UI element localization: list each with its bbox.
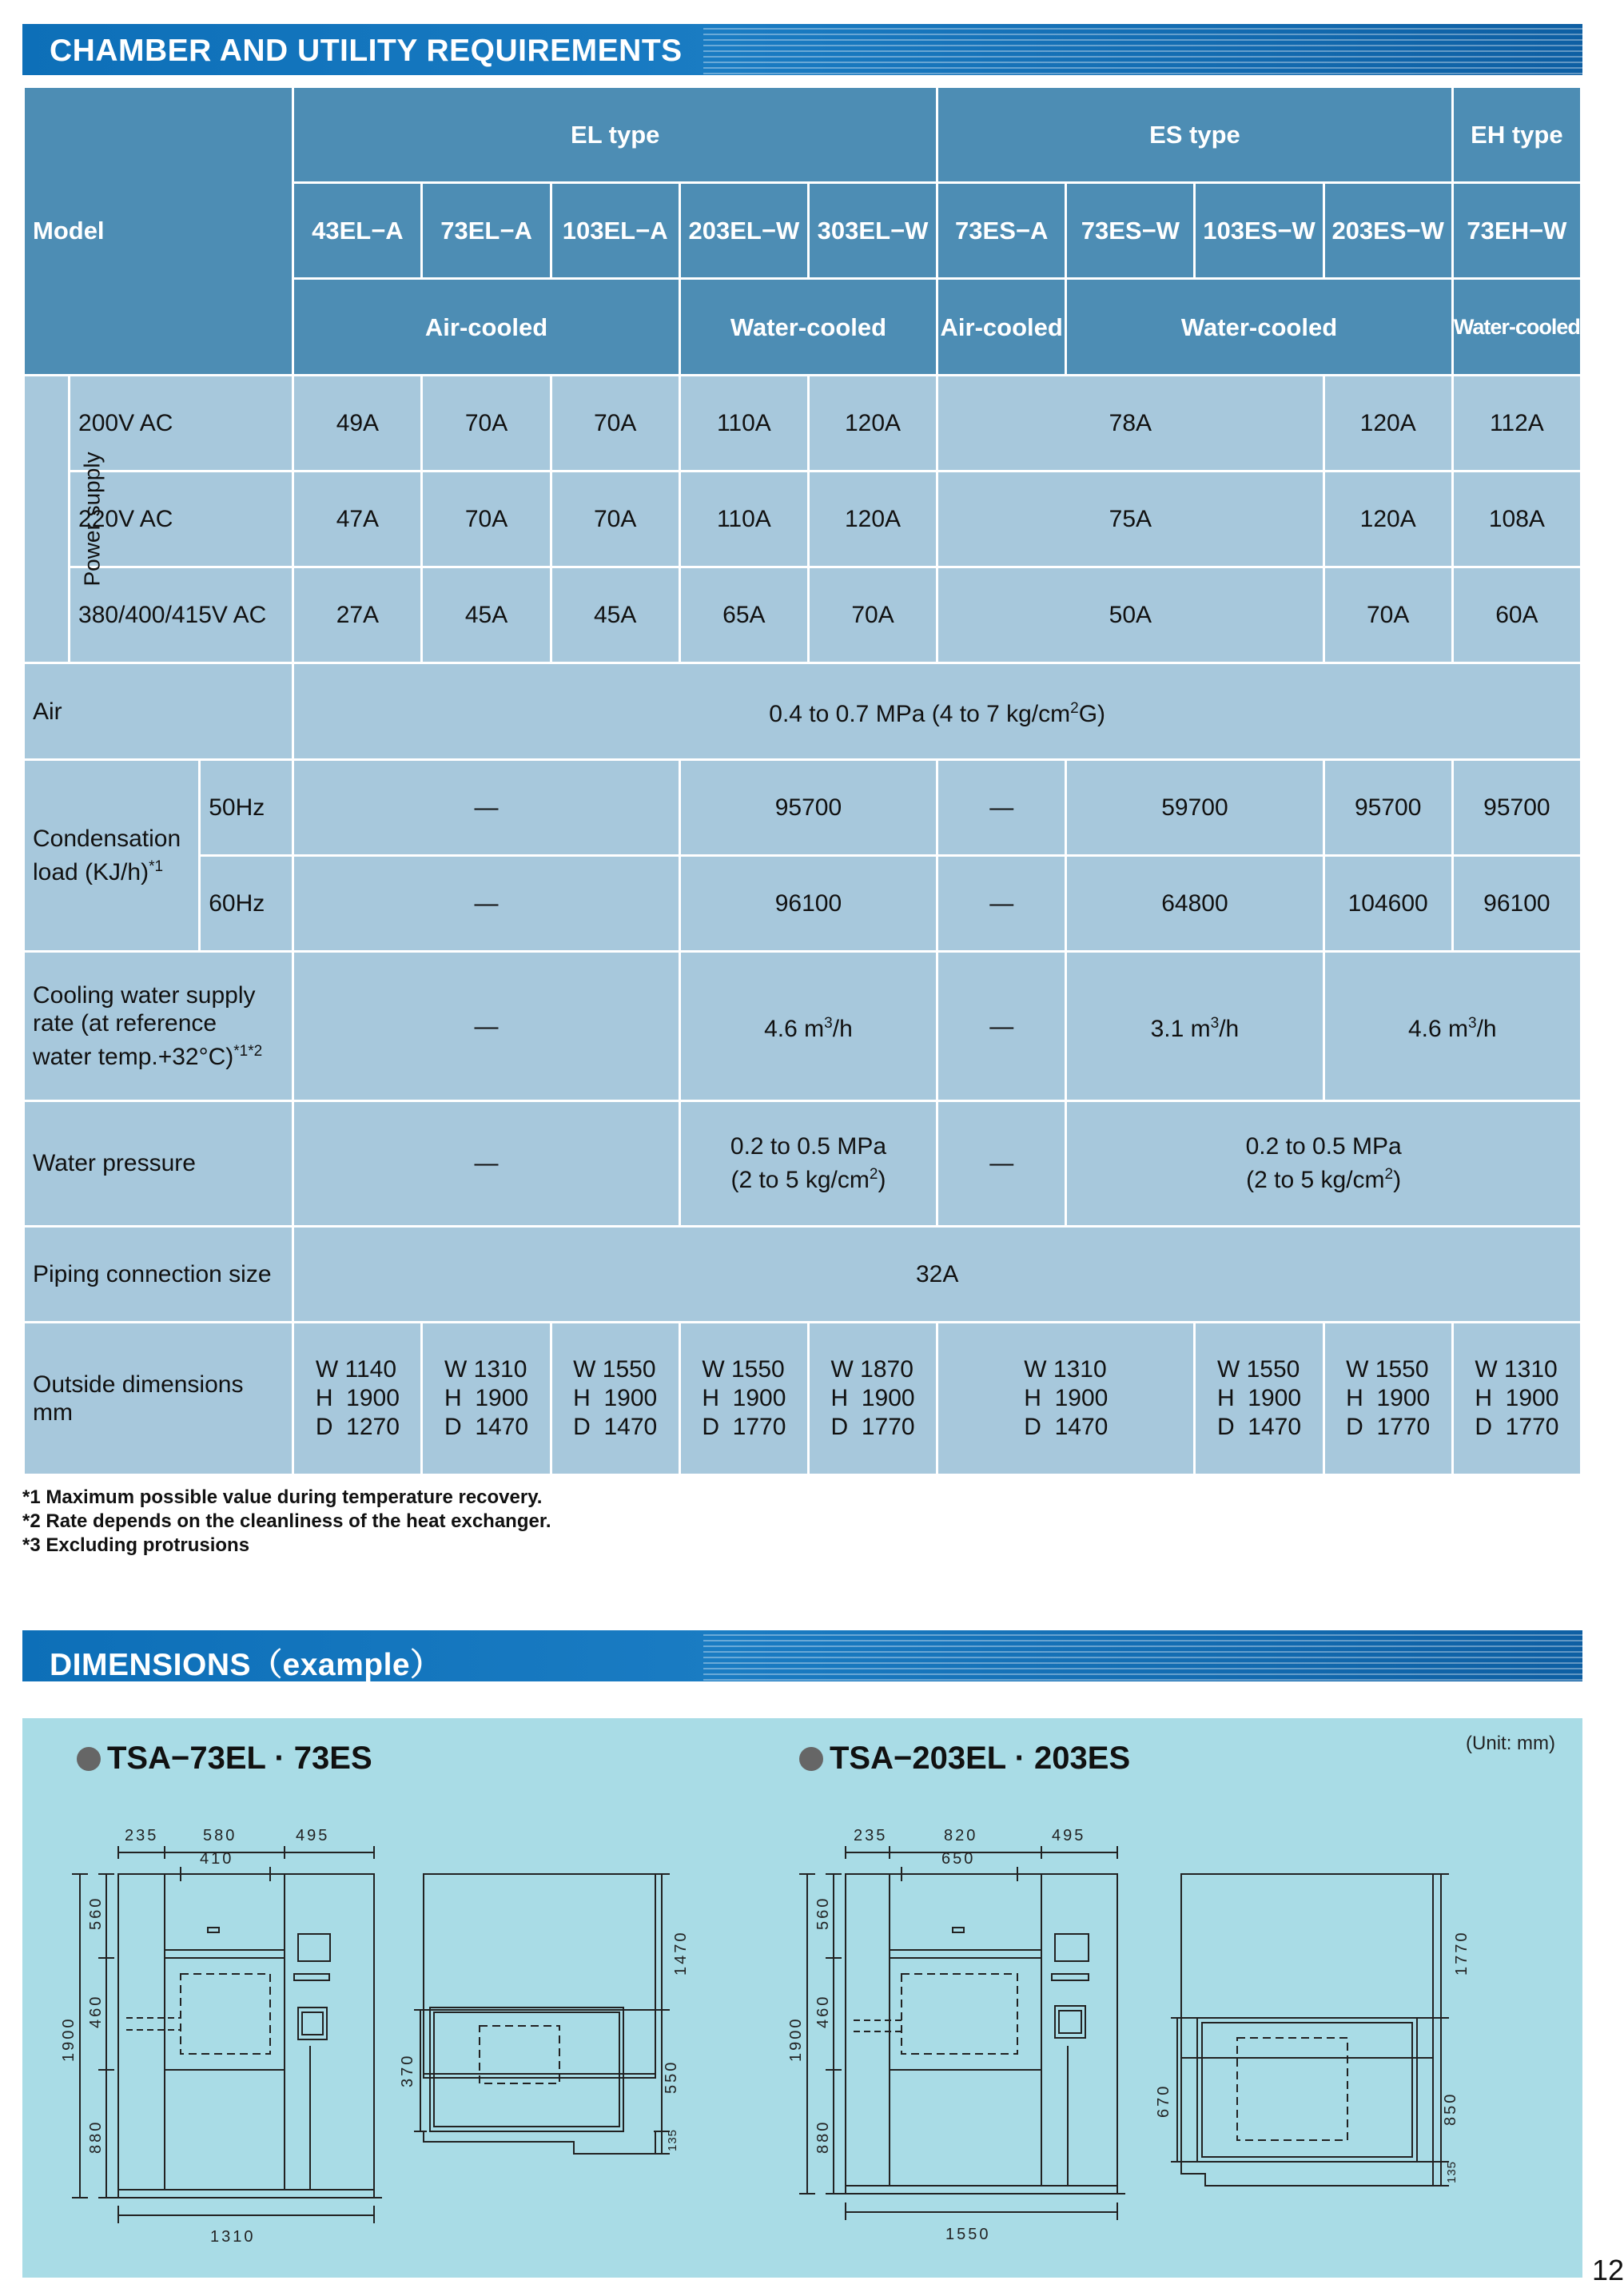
- el-type-header: EL type: [294, 88, 936, 181]
- table-cell: 75A: [938, 472, 1322, 566]
- table-cell: 112A: [1454, 376, 1580, 470]
- model-cell: 103ES−W: [1196, 184, 1322, 277]
- dim-label: 135: [1445, 2160, 1459, 2183]
- side-view-outline: [1181, 1874, 1433, 2058]
- table-cell: 96100: [1454, 857, 1580, 950]
- dim-label: 1770: [1453, 1930, 1471, 1976]
- table-cell: 70A: [423, 472, 549, 566]
- table-cell: W 1550 H 1900 D 1770: [681, 1323, 807, 1474]
- model-cell: 73EH−W: [1454, 184, 1580, 277]
- model-cell: 43EL−A: [294, 184, 420, 277]
- model-cell: 303EL−W: [810, 184, 936, 277]
- table-cell: 0.2 to 0.5 MPa (2 to 5 $kg/cm^2$): [1067, 1102, 1580, 1225]
- table-cell: W 1550 H 1900 D 1470: [1196, 1323, 1322, 1474]
- dim-label: 560: [814, 1896, 832, 1930]
- header-stripes: [703, 24, 1582, 75]
- power-row-label: 380/400/415V AC: [70, 568, 292, 662]
- table-cell: 120A: [1325, 472, 1451, 566]
- table-cell: W 1550 H 1900 D 1770: [1325, 1323, 1451, 1474]
- table-cell: —: [938, 953, 1065, 1100]
- cooling-type-cell: Water-cooled: [1454, 280, 1580, 373]
- dim-label: 235: [125, 1827, 159, 1844]
- table-cell: 27A: [294, 568, 420, 662]
- model-cell: 203EL−W: [681, 184, 807, 277]
- table-cell: 95700: [1454, 761, 1580, 854]
- model-cell: 203ES−W: [1325, 184, 1451, 277]
- dim-label: 560: [87, 1896, 105, 1930]
- dim-label: 650: [941, 1850, 976, 1868]
- hz-label: 60Hz: [201, 857, 292, 950]
- outside-dimensions-label: Outside dimensions mm: [25, 1323, 292, 1474]
- cooling-type-cell: Water-cooled: [1067, 280, 1451, 373]
- model-cell: 73ES−W: [1067, 184, 1193, 277]
- water-pressure-label: Water pressure: [25, 1102, 292, 1225]
- section-title: CHAMBER AND UTILITY REQUIREMENTS: [50, 34, 683, 68]
- air-label: Air: [25, 664, 292, 758]
- unit-note: (Unit: mm): [1466, 1733, 1555, 1754]
- dim-label: 370: [399, 2053, 416, 2087]
- table-cell: W 1310 H 1900 D 1770: [1454, 1323, 1580, 1474]
- model-cell: 103EL−A: [552, 184, 679, 277]
- table-cell: 110A: [681, 472, 807, 566]
- cooling-type-cell: Air-cooled: [294, 280, 678, 373]
- table-cell: 4.6 $m^3/h$: [681, 953, 936, 1100]
- table-cell: 0.2 to 0.5 MPa (2 to 5 $kg/cm^2$): [681, 1102, 936, 1225]
- table-cell: W 1550 H 1900 D 1470: [552, 1323, 679, 1474]
- cooling-type-cell: Air-cooled: [938, 280, 1065, 373]
- dim-label: 880: [814, 2119, 832, 2154]
- table-cell: —: [938, 857, 1065, 950]
- dim-label: 1550: [945, 2226, 991, 2243]
- page-number: 12: [1591, 2254, 1624, 2286]
- table-cell: 95700: [1325, 761, 1451, 854]
- table-cell: 50A: [938, 568, 1322, 662]
- dim-label: 820: [944, 1827, 978, 1844]
- table-cell: 59700: [1067, 761, 1322, 854]
- air-value: 0.4 to 0.7 MPa (4 to 7 $kg/cm^2G$): [294, 664, 1580, 758]
- drawing-title: TSA−203EL · 203ES: [799, 1741, 1130, 1777]
- table-cell: 96100: [681, 857, 936, 950]
- table-cell: 60A: [1454, 568, 1580, 662]
- table-cell: 110A: [681, 376, 807, 470]
- table-cell: 65A: [681, 568, 807, 662]
- es-type-header: ES type: [938, 88, 1451, 181]
- drawing-title: TSA−73EL · 73ES: [77, 1741, 372, 1777]
- dim-label: 880: [87, 2119, 105, 2154]
- table-cell: W 1140 H 1900 D 1270: [294, 1323, 420, 1474]
- table-cell: —: [938, 1102, 1065, 1225]
- table-cell: 108A: [1454, 472, 1580, 566]
- dim-label: 460: [814, 1994, 832, 2028]
- table-cell: 70A: [423, 376, 549, 470]
- dim-label: 495: [1052, 1827, 1086, 1844]
- dim-label: 550: [663, 2059, 680, 2094]
- eh-type-header: EH type: [1454, 88, 1580, 181]
- dim-label: 495: [296, 1827, 330, 1844]
- table-cell: 4.6 $m^3/h$: [1325, 953, 1580, 1100]
- table-cell: W 1310 H 1900 D 1470: [423, 1323, 549, 1474]
- footnote: *3 Excluding protrusions: [22, 1534, 250, 1556]
- table-cell: —: [938, 761, 1065, 854]
- dim-label: 850: [1442, 2091, 1459, 2126]
- table-cell: 45A: [552, 568, 679, 662]
- table-cell: 47A: [294, 472, 420, 566]
- model-cell: 73EL−A: [423, 184, 549, 277]
- side-view-outline: [424, 1874, 655, 2074]
- table-cell: 78A: [938, 376, 1322, 470]
- table-cell: 70A: [552, 472, 679, 566]
- drawing-203el: [742, 1718, 1573, 2278]
- requirements-table: [22, 86, 1582, 1476]
- table-cell: —: [294, 1102, 678, 1225]
- dim-label: 1470: [672, 1930, 690, 1976]
- table-cell: —: [294, 761, 678, 854]
- dim-label: 1900: [60, 2016, 78, 2062]
- table-cell: 64800: [1067, 857, 1322, 950]
- section-header-dimensions: [22, 1630, 1582, 1681]
- table-cell: 95700: [681, 761, 936, 854]
- hz-label: 50Hz: [201, 761, 292, 854]
- table-cell: 120A: [1325, 376, 1451, 470]
- table-cell: 104600: [1325, 857, 1451, 950]
- table-cell: 70A: [1325, 568, 1451, 662]
- table-cell: —: [294, 857, 678, 950]
- dim-label: 1310: [210, 2228, 256, 2246]
- piping-value: 32A: [294, 1228, 1580, 1321]
- model-label: Model: [25, 88, 292, 374]
- table-cell: 49A: [294, 376, 420, 470]
- condensation-label: Condensation load $(KJ/h)^{*1}$: [25, 761, 198, 950]
- table-cell: W 1310 H 1900 D 1470: [938, 1323, 1193, 1474]
- dimensions-panel: [22, 1718, 1582, 2278]
- footnote: *2 Rate depends on the cleanliness of the heat exchanger.: [22, 1510, 551, 1532]
- header-stripes: [703, 1630, 1582, 1681]
- dim-label: 135: [666, 2128, 679, 2151]
- cooling-water-label: Cooling water supply rate (at reference water temp.+32°C)$^{*1*2}$: [25, 953, 292, 1100]
- piping-label: Piping connection size: [25, 1228, 292, 1321]
- table-cell: W 1870 H 1900 D 1770: [810, 1323, 936, 1474]
- section-title: DIMENSIONS（example）: [50, 1648, 442, 1682]
- table-cell: —: [294, 953, 678, 1100]
- dim-label: 235: [854, 1827, 888, 1844]
- front-view-outline: [118, 1874, 374, 2198]
- section-header-chamber: [22, 24, 1582, 75]
- dim-label: 410: [200, 1850, 234, 1868]
- table-cell: 70A: [810, 568, 936, 662]
- drawing-73el: [22, 1718, 790, 2278]
- power-supply-label-cell: [25, 376, 105, 663]
- power-row-label: 220V AC: [70, 472, 292, 566]
- power-supply-label: Power supply: [79, 452, 105, 587]
- model-cell: 73ES−A: [938, 184, 1065, 277]
- table-cell: 45A: [423, 568, 549, 662]
- table-cell: 120A: [810, 376, 936, 470]
- dim-label: 670: [1155, 2083, 1172, 2118]
- cooling-type-cell: Water-cooled: [681, 280, 936, 373]
- dim-label: 1900: [787, 2016, 805, 2062]
- power-row-label: 200V AC: [70, 376, 292, 470]
- dim-label: 580: [203, 1827, 237, 1844]
- dim-label: 460: [87, 1994, 105, 2028]
- table-cell: 70A: [552, 376, 679, 470]
- table-cell: 3.1 $m^3/h$: [1067, 953, 1322, 1100]
- table-cell: 120A: [810, 472, 936, 566]
- footnote: *1 Maximum possible value during temperature recovery.: [22, 1486, 543, 1508]
